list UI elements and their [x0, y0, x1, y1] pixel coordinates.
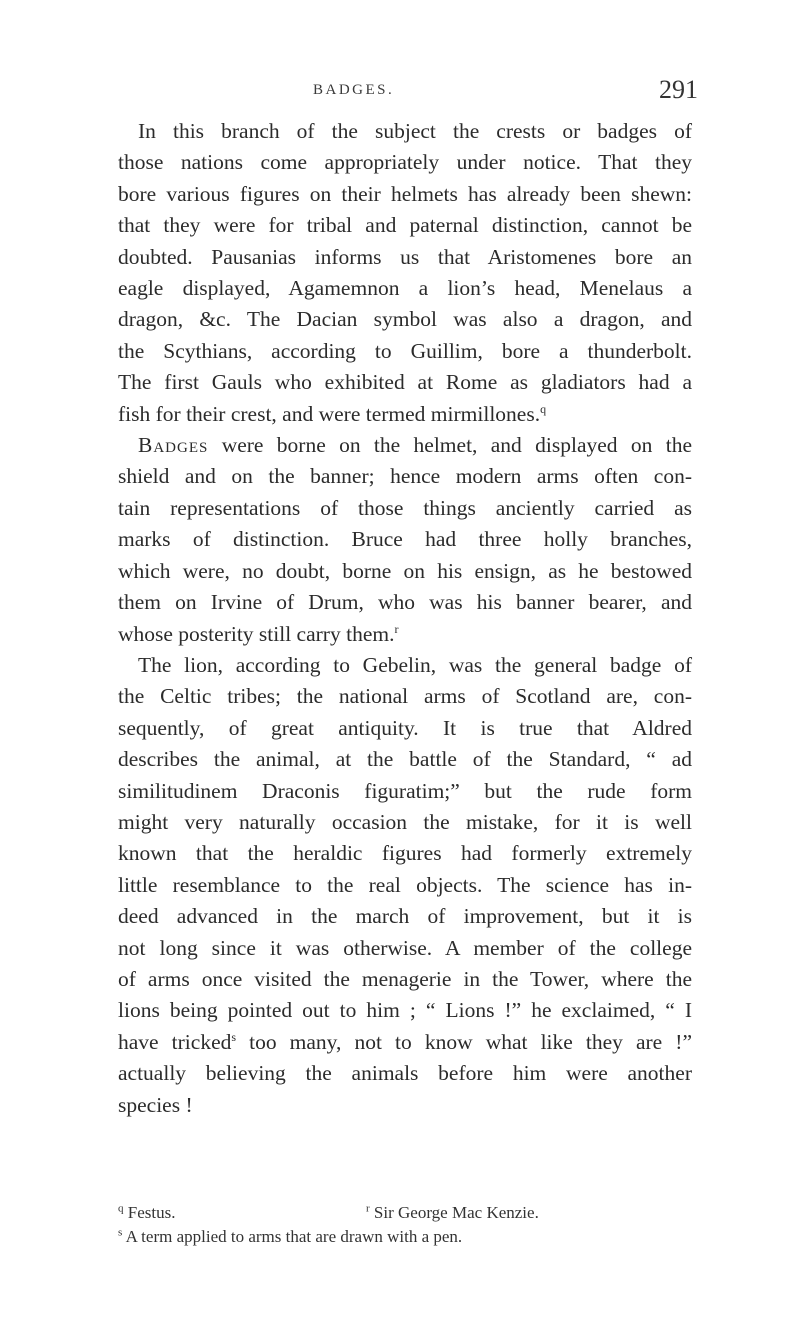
- text-line: of arms once visited the menagerie in the Tower, where the: [118, 966, 692, 991]
- page-header: [118, 75, 698, 110]
- text-line: them on Irvine of Drum, who was his banner bearer, and: [118, 590, 692, 615]
- text-line: species !: [118, 1092, 193, 1117]
- text-line: the Celtic tribes; the national arms of Scotland are, con-: [118, 684, 692, 709]
- footnotes: [118, 1201, 692, 1249]
- footnote-marker: q: [118, 1202, 124, 1215]
- text-line: not long since it was otherwise. A member of the college: [118, 935, 692, 960]
- text-line: might very naturally occasion the mistake, for it is well: [118, 809, 692, 834]
- running-title: BADGES.: [313, 82, 395, 98]
- line-text: whose posterity still carry them.: [118, 621, 395, 646]
- footnote-text: A term applied to arms that are drawn with a pen.: [125, 1227, 463, 1246]
- text-line: deed advanced in the march of improvement, but it is: [118, 904, 692, 929]
- body-text: [118, 116, 692, 1121]
- text-line: little resemblance to the real objects. The science has in-: [118, 872, 692, 897]
- text-line: lions being pointed out to him ; “ Lions !” he exclaimed, “ I: [118, 998, 692, 1023]
- text-line: eagle displayed, Agamemnon a lion’s head, Menelaus a: [118, 276, 692, 301]
- text-line: sequently, of great antiquity. It is true that Aldred: [118, 715, 692, 740]
- line-text: fish for their crest, and were termed mirmillones.: [118, 401, 541, 426]
- text-line: known that the heraldic figures had formerly extremely: [118, 841, 692, 866]
- footnote-text: Sir George Mac Kenzie.: [373, 1203, 539, 1222]
- text-line: The lion, according to Gebelin, was the general badge of: [138, 652, 692, 677]
- footnote-marker: r: [366, 1202, 370, 1215]
- text-line: In this branch of the subject the crests or badges of: [138, 119, 692, 143]
- text-line: [118, 619, 692, 650]
- badges-smallcaps: Badges: [138, 433, 209, 458]
- footnote-row: [118, 1201, 692, 1225]
- text-line: [118, 399, 692, 430]
- text-line: the Scythians, according to Guillim, bore a thunderbolt.: [118, 338, 692, 363]
- text-line: The first Gauls who exhibited at Rome as gladiators had a: [118, 370, 692, 395]
- line-text: have tricked: [118, 1029, 232, 1054]
- footnote-s: [118, 1225, 462, 1249]
- text-line: dragon, &c. The Dacian symbol was also a dragon, and: [118, 307, 692, 332]
- footnote-row: [118, 1225, 692, 1249]
- text-line: [118, 1027, 692, 1058]
- line-text: were borne on the helmet, and displayed on the: [221, 433, 692, 458]
- text-line: those nations come appropriately under notice. That they: [118, 150, 692, 175]
- text-line: [118, 430, 692, 461]
- footnote-r: [366, 1201, 539, 1225]
- text-line: describes the animal, at the battle of the Standard, “ ad: [118, 747, 692, 772]
- footnote-ref-q: q: [540, 401, 547, 416]
- footnote-text: Festus.: [127, 1203, 176, 1222]
- footnote-q: [118, 1201, 175, 1225]
- text-line: bore various figures on their helmets has already been shewn:: [118, 181, 692, 206]
- text-line: shield and on the banner; hence modern arms often con-: [118, 464, 692, 489]
- line-text: too many, not to know what like they are !”: [236, 1029, 692, 1054]
- text-line: marks of distinction. Bruce had three holly branches,: [118, 527, 692, 552]
- footnote-ref-s: s: [231, 1029, 237, 1044]
- text-line: doubted. Pausanias informs us that Aristomenes bore an: [118, 244, 692, 269]
- page-number: 291: [659, 75, 698, 104]
- text-line: that they were for tribal and paternal distinction, cannot be: [118, 213, 692, 238]
- footnote-ref-r: r: [394, 621, 399, 636]
- footnote-marker: s: [118, 1226, 123, 1239]
- text-line: actually believing the animals before him were another: [118, 1061, 692, 1086]
- text-line: which were, no doubt, borne on his ensign, as he bestowed: [118, 558, 692, 583]
- text-line: similitudinem Draconis figuratim;” but the rude form: [118, 778, 692, 803]
- text-line: tain representations of those things anciently carried as: [118, 495, 692, 520]
